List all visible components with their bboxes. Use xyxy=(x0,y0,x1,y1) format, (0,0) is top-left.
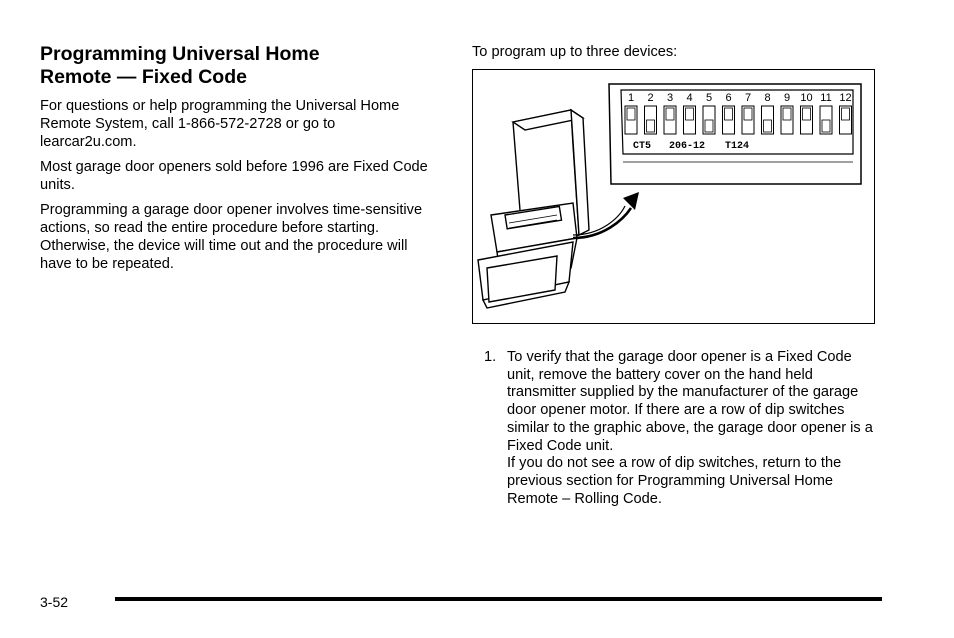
dip-switch-knob-5 xyxy=(705,120,713,132)
switch-number-2: 2 xyxy=(647,92,654,104)
switch-number-4: 4 xyxy=(686,92,693,104)
panel-code-2: 206-12 xyxy=(669,141,706,152)
section-title-line1: Programming Universal Home xyxy=(40,43,320,65)
intro-text: To program up to three devices: xyxy=(472,44,678,60)
switch-number-6: 6 xyxy=(725,92,732,104)
page-number: 3-52 xyxy=(40,594,69,610)
switch-number-11: 11 xyxy=(820,92,832,104)
dip-switch-knob-7 xyxy=(744,108,752,120)
panel-code-labels xyxy=(633,141,749,152)
dip-switch-knob-12 xyxy=(842,108,850,120)
dip-switch-knob-3 xyxy=(666,108,674,120)
dip-switch-knob-6 xyxy=(725,108,733,120)
step-number: 1. xyxy=(484,349,497,365)
panel-code-1: CT5 xyxy=(633,141,652,152)
switch-number-9: 9 xyxy=(783,92,791,104)
dip-switch-knob-1 xyxy=(627,108,635,120)
help-paragraph: For questions or help programming the Universal Home Remote System, call 1-866-572-2728 or go to learcar2u.com. xyxy=(40,98,400,150)
switch-number-3: 3 xyxy=(666,92,674,104)
switch-number-7: 7 xyxy=(744,92,752,104)
switch-number-10: 10 xyxy=(800,92,813,104)
dip-switch-knob-10 xyxy=(803,108,811,120)
dip-switch-illustration xyxy=(472,69,875,324)
right-column xyxy=(472,43,878,61)
step-text: To verify that the garage door opener is a Fixed Code unit, remove the battery cover on the hand held transmitter supplied by the manufacturer of the garage door opener motor. If there are a row of dip switches similar to the graphic above, the garage door opener is a Fixed Code unit. xyxy=(507,349,873,454)
switch-number-8: 8 xyxy=(764,92,771,104)
footer-rule xyxy=(115,597,882,601)
dip-switch-knob-8 xyxy=(764,120,772,132)
panel-code-3: T124 xyxy=(725,141,750,152)
transmitter-icon xyxy=(478,110,589,308)
step-body xyxy=(507,349,874,508)
dip-switch-knob-11 xyxy=(822,120,830,132)
section-title xyxy=(40,43,432,89)
dip-switch-panel xyxy=(609,84,861,184)
step-item xyxy=(484,349,874,508)
left-column xyxy=(40,43,432,280)
step-followup: If you do not see a row of dip switches, return to the previous section for Programming Universal Home Remote – Rolling Code. xyxy=(507,455,842,507)
dip-switch-knob-2 xyxy=(647,120,655,132)
step-list xyxy=(484,349,874,508)
fixed-code-paragraph: Most garage door openers sold before 1996 are Fixed Code units. xyxy=(40,159,428,193)
switch-number-1: 1 xyxy=(627,92,635,104)
dip-switch-knob-4 xyxy=(686,108,694,120)
section-title-line2: Remote — Fixed Code xyxy=(40,66,247,88)
switch-number-5: 5 xyxy=(705,92,713,104)
dip-switch-knob-9 xyxy=(783,108,791,120)
timing-paragraph: Programming a garage door opener involves time-sensitive actions, so read the entire procedure before starting. Otherwise, the device will time out and the procedure will have to be repeated. xyxy=(40,202,423,272)
switch-number-12: 12 xyxy=(839,92,852,104)
illustration-svg xyxy=(473,70,876,325)
